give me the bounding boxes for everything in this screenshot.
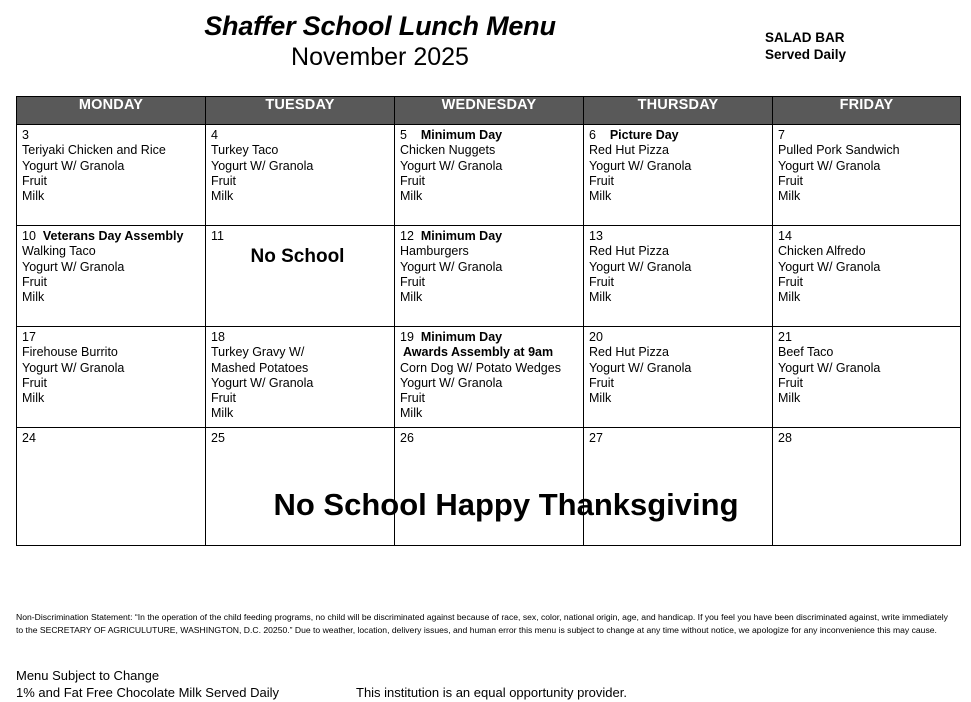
calendar-day-cell xyxy=(17,226,206,327)
day-date-line xyxy=(211,330,390,345)
menu-item: Milk xyxy=(778,189,801,203)
milk-served-daily-note: 1% and Fat Free Chocolate Milk Served Daily xyxy=(16,684,280,700)
calendar-day-cell xyxy=(17,327,206,428)
menu-item: Fruit xyxy=(400,274,425,289)
day-number: 19 xyxy=(400,330,414,344)
menu-item: Yogurt W/ Granola xyxy=(778,259,881,274)
day-number: 12 xyxy=(400,229,414,243)
day-cell-content xyxy=(17,226,205,305)
menu-item: Milk xyxy=(22,189,45,203)
day-number: 26 xyxy=(400,431,414,445)
day-date-line xyxy=(22,330,201,345)
calendar-day-cell xyxy=(395,428,584,546)
day-cell-content xyxy=(17,428,205,446)
calendar-day-cell xyxy=(395,125,584,226)
column-header-monday: MONDAY xyxy=(17,97,206,125)
menu-item: Turkey Gravy W/ xyxy=(211,345,305,360)
footer-notes xyxy=(16,668,952,702)
column-header-tuesday: TUESDAY xyxy=(206,97,395,125)
day-event-note: Veterans Day Assembly xyxy=(35,229,184,243)
menu-item: Fruit xyxy=(22,375,47,390)
day-date-line xyxy=(22,128,201,143)
day-cell-content xyxy=(395,125,583,204)
menu-item: Fruit xyxy=(400,391,425,405)
menu-item: Yogurt W/ Granola xyxy=(22,360,125,375)
day-cell-content xyxy=(395,327,583,422)
menu-item: Red Hut Pizza xyxy=(589,143,669,158)
calendar-week-row xyxy=(17,428,961,546)
day-date-line xyxy=(400,128,579,143)
menu-item: Fruit xyxy=(589,375,614,390)
menu-item: Hamburgers xyxy=(400,244,469,259)
lunch-menu-calendar xyxy=(16,96,961,546)
calendar-day-cell xyxy=(773,125,961,226)
menu-item: Yogurt W/ Granola xyxy=(211,158,314,173)
menu-item: Fruit xyxy=(778,173,803,188)
day-cell-content xyxy=(206,327,394,422)
day-number: 11 xyxy=(211,229,224,243)
day-date-line xyxy=(778,128,956,143)
menu-item: Yogurt W/ Granola xyxy=(589,360,692,375)
day-date-line xyxy=(778,431,956,446)
day-cell-content xyxy=(17,327,205,406)
day-number: 17 xyxy=(22,330,36,344)
day-number: 24 xyxy=(22,431,36,445)
menu-item: Yogurt W/ Granola xyxy=(400,375,503,390)
menu-item: Milk xyxy=(211,406,234,421)
day-date-line xyxy=(400,229,579,244)
calendar-day-cell xyxy=(206,428,395,546)
day-cell-content xyxy=(206,428,394,446)
menu-item: Teriyaki Chicken and Rice xyxy=(22,143,166,158)
menu-item: Fruit xyxy=(778,375,803,390)
menu-item: Milk xyxy=(211,189,234,203)
equal-opportunity-provider-note: This institution is an equal opportunity provider. xyxy=(356,684,627,700)
thanksgiving-banner: No School Happy Thanksgiving xyxy=(273,487,739,522)
menu-item: Fruit xyxy=(589,173,614,188)
day-cell-content xyxy=(395,226,583,305)
menu-item: Fruit xyxy=(211,173,236,188)
column-header-wednesday: WEDNESDAY xyxy=(395,97,584,125)
day-cell-content xyxy=(773,125,960,204)
menu-item: Yogurt W/ Granola xyxy=(589,158,692,173)
day-cell-content xyxy=(773,327,960,406)
non-discrimination-statement: Non-Discrimination Statement: “In the operation of the child feeding programs, no child will be discriminated against because of race, sex, color, national origin, age, and handicap. If you feel you have been discriminated against, write immediately to the SECRETARY OF AGRICULUTURE, WASHINGTON, D.C. 20250.” Due to weather, location, delivery issues, and human error this menu is subject to change at any time without notice, we apologize for any inconvenience this may cause. xyxy=(16,612,948,636)
day-date-line xyxy=(211,229,390,244)
menu-item: Fruit xyxy=(778,274,803,289)
day-date-line xyxy=(400,431,579,446)
day-date-line xyxy=(589,330,768,345)
calendar-day-cell xyxy=(206,125,395,226)
day-cell-content xyxy=(17,125,205,204)
day-number: 4 xyxy=(211,128,218,142)
menu-item: Yogurt W/ Granola xyxy=(211,375,314,390)
menu-item: Milk xyxy=(589,290,612,304)
day-number: 18 xyxy=(211,330,225,344)
menu-item: Chicken Nuggets xyxy=(400,143,496,158)
calendar-day-cell xyxy=(584,327,773,428)
calendar-day-cell xyxy=(773,226,961,327)
calendar-day-cell xyxy=(17,125,206,226)
day-number: 7 xyxy=(778,128,785,142)
calendar-week-row xyxy=(17,226,961,327)
calendar-day-cell xyxy=(206,327,395,428)
menu-item: Fruit xyxy=(400,173,425,188)
day-event-note-secondary: Awards Assembly at 9am xyxy=(400,345,554,360)
day-number: 5 xyxy=(400,128,407,142)
menu-item: Red Hut Pizza xyxy=(589,244,669,259)
day-date-line xyxy=(211,128,390,143)
menu-item: Yogurt W/ Granola xyxy=(22,158,125,173)
calendar-week-row xyxy=(17,327,961,428)
column-header-thursday: THURSDAY xyxy=(584,97,773,125)
day-date-line xyxy=(22,431,201,446)
menu-item: Pulled Pork Sandwich xyxy=(778,143,900,158)
menu-item: Milk xyxy=(778,391,801,405)
menu-item: Milk xyxy=(400,406,423,421)
calendar-week-row xyxy=(17,125,961,226)
day-date-line xyxy=(22,229,201,244)
day-number: 21 xyxy=(778,330,792,344)
day-event-note: Picture Day xyxy=(595,128,679,142)
menu-item: Fruit xyxy=(22,274,47,289)
day-number: 6 xyxy=(589,128,596,142)
menu-item: Fruit xyxy=(211,391,236,405)
calendar-body xyxy=(17,125,961,546)
menu-item: Milk xyxy=(400,290,423,304)
menu-item: Milk xyxy=(400,189,423,203)
day-date-line xyxy=(211,431,390,446)
menu-item: Yogurt W/ Granola xyxy=(778,360,881,375)
day-event-note: Minimum Day xyxy=(413,229,503,243)
calendar-day-cell xyxy=(395,327,584,428)
day-event-note: Minimum Day xyxy=(413,330,503,344)
day-date-line xyxy=(589,128,768,143)
calendar-day-cell xyxy=(206,226,395,327)
day-date-line xyxy=(589,229,768,244)
menu-item: Yogurt W/ Granola xyxy=(778,158,881,173)
menu-item: Chicken Alfredo xyxy=(778,244,866,259)
menu-item: Mashed Potatoes xyxy=(211,360,309,375)
page-title: Shaffer School Lunch Menu xyxy=(204,11,556,41)
day-date-line xyxy=(400,330,579,345)
day-number: 27 xyxy=(589,431,603,445)
day-number: 28 xyxy=(778,431,792,445)
day-cell-content xyxy=(584,327,772,406)
menu-subject-to-change-note: Menu Subject to Change xyxy=(16,668,160,683)
calendar-day-cell xyxy=(773,428,961,546)
day-cell-content xyxy=(395,428,583,446)
menu-item: Fruit xyxy=(589,274,614,289)
day-cell-content xyxy=(584,428,772,446)
day-number: 20 xyxy=(589,330,603,344)
salad-bar-label: SALAD BAR xyxy=(765,30,845,45)
menu-item: Milk xyxy=(589,391,612,405)
menu-item: Yogurt W/ Granola xyxy=(400,259,503,274)
day-no-school-label: No School xyxy=(250,246,345,268)
column-header-friday: FRIDAY xyxy=(773,97,961,125)
milk-note-row xyxy=(16,685,952,702)
calendar-day-cell xyxy=(773,327,961,428)
menu-item: Red Hut Pizza xyxy=(589,345,669,360)
menu-item: Beef Taco xyxy=(778,345,834,360)
menu-item: Milk xyxy=(22,391,45,405)
day-number: 10 xyxy=(22,229,36,243)
menu-item: Corn Dog W/ Potato Wedges xyxy=(400,360,561,375)
menu-item: Yogurt W/ Granola xyxy=(22,259,125,274)
day-cell-content xyxy=(206,125,394,204)
day-cell-content xyxy=(206,226,394,268)
day-cell-content xyxy=(773,226,960,305)
day-cell-content xyxy=(584,226,772,305)
salad-bar-served-daily-label: Served Daily xyxy=(765,46,847,62)
day-date-line xyxy=(589,431,768,446)
calendar-day-cell xyxy=(584,226,773,327)
menu-item: Walking Taco xyxy=(22,244,96,259)
calendar-day-cell xyxy=(17,428,206,546)
menu-item: Turkey Taco xyxy=(211,143,279,158)
day-cell-content xyxy=(773,428,960,446)
menu-item: Milk xyxy=(589,189,612,203)
calendar-day-cell xyxy=(584,125,773,226)
day-number: 25 xyxy=(211,431,225,445)
day-event-note: Minimum Day xyxy=(406,128,503,142)
day-date-line xyxy=(778,330,956,345)
day-date-line xyxy=(778,229,956,244)
calendar-day-cell xyxy=(395,226,584,327)
menu-item: Milk xyxy=(778,290,801,304)
day-number: 13 xyxy=(589,229,603,243)
day-number: 14 xyxy=(778,229,792,243)
day-cell-content xyxy=(584,125,772,204)
menu-item: Yogurt W/ Granola xyxy=(400,158,503,173)
menu-item: Fruit xyxy=(22,173,47,188)
salad-bar-note xyxy=(765,30,846,64)
menu-item: Yogurt W/ Granola xyxy=(589,259,692,274)
day-number: 3 xyxy=(22,128,29,142)
menu-item: Firehouse Burrito xyxy=(22,345,118,360)
calendar-day-cell xyxy=(584,428,773,546)
menu-item: Milk xyxy=(22,290,45,304)
menu-header xyxy=(0,12,760,72)
calendar-header-row xyxy=(17,97,961,125)
menu-month-year: November 2025 xyxy=(291,43,469,72)
